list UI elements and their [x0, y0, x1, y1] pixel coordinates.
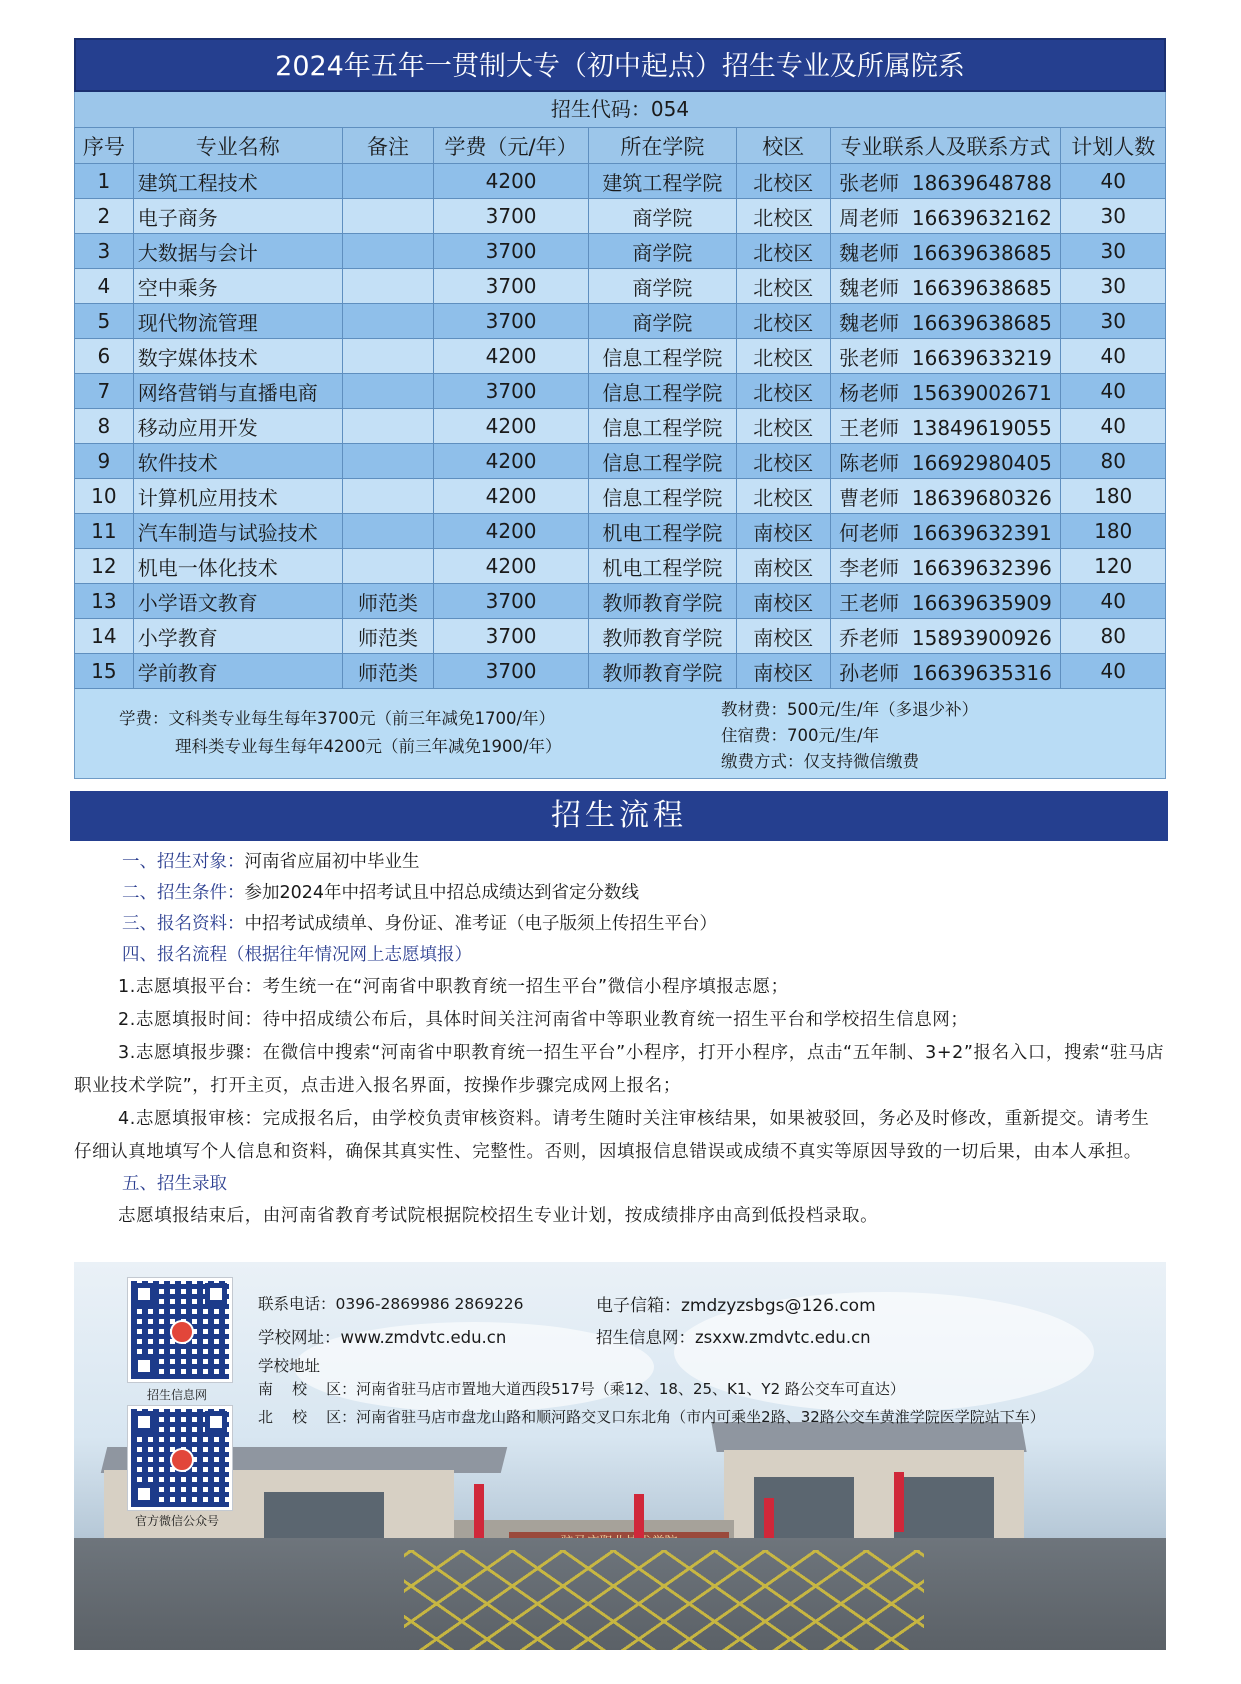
contact-phone: 联系电话：0396-2869986 2869226	[258, 1295, 524, 1313]
cell-note	[342, 339, 433, 374]
cell-major: 现代物流管理	[133, 304, 342, 339]
table-row	[75, 654, 1166, 689]
cell-no: 4	[75, 269, 134, 304]
cell-plan: 40	[1061, 409, 1166, 444]
address-title: 学校地址	[258, 1357, 321, 1375]
cell-campus: 南校区	[736, 619, 830, 654]
table-header-row	[75, 128, 1166, 164]
cell-college: 建筑工程学院	[588, 164, 736, 199]
cell-no: 11	[75, 514, 134, 549]
cell-fee: 3700	[434, 199, 589, 234]
cell-note: 师范类	[342, 619, 433, 654]
cell-college: 商学院	[588, 199, 736, 234]
cell-fee: 3700	[434, 304, 589, 339]
address-south: 南 校 区：河南省驻马店市置地大道西段517号（乘12、18、25、K1、Y2 路公交车可直达）	[258, 1380, 905, 1398]
cell-fee: 4200	[434, 409, 589, 444]
cell-fee: 4200	[434, 479, 589, 514]
cell-note	[342, 304, 433, 339]
cell-contact: 魏老师 16639638685	[830, 269, 1061, 304]
cell-note	[342, 164, 433, 199]
fee-info	[74, 689, 1166, 779]
cell-major: 机电一体化技术	[133, 549, 342, 584]
table-row	[75, 164, 1166, 199]
table-row	[75, 584, 1166, 619]
table-row	[75, 619, 1166, 654]
process-content	[74, 847, 1166, 1233]
table-body	[75, 164, 1166, 689]
cell-college: 信息工程学院	[588, 479, 736, 514]
cell-major: 学前教育	[133, 654, 342, 689]
cell-college: 机电工程学院	[588, 549, 736, 584]
fee-line-arts: 学费：文科类专业每生每年3700元（前三年减免1700/年）	[119, 709, 556, 728]
cell-no: 1	[75, 164, 134, 199]
cell-campus: 北校区	[736, 444, 830, 479]
cell-contact: 曹老师 18639680326	[830, 479, 1061, 514]
address-north: 北 校 区：河南省驻马店市盘龙山路和顺河路交叉口东北角（市内可乘坐2路、32路公交车黄淮学院医学院站下车）	[258, 1408, 1045, 1426]
process-heading-3: 三、报名资料：中招考试成绩单、身份证、准考证（电子版须上传招生平台）	[122, 914, 717, 934]
cell-contact: 陈老师 16692980405	[830, 444, 1061, 479]
school-logo-icon	[170, 1320, 194, 1344]
cell-plan: 30	[1061, 304, 1166, 339]
header-campus: 校区	[736, 128, 830, 164]
enrollment-website: 招生信息网：zsxxw.zmdvtc.edu.cn	[596, 1328, 871, 1347]
cell-fee: 4200	[434, 164, 589, 199]
cell-plan: 80	[1061, 444, 1166, 479]
process-heading-4: 四、报名流程（根据往年情况网上志愿填报）	[122, 945, 472, 965]
cell-plan: 40	[1061, 339, 1166, 374]
cell-major: 小学语文教育	[133, 584, 342, 619]
cell-plan: 180	[1061, 514, 1166, 549]
header-contact: 专业联系人及联系方式	[830, 128, 1061, 164]
cell-campus: 北校区	[736, 199, 830, 234]
cell-note	[342, 409, 433, 444]
cell-major: 电子商务	[133, 199, 342, 234]
cell-no: 15	[75, 654, 134, 689]
cell-note	[342, 549, 433, 584]
cell-no: 3	[75, 234, 134, 269]
cell-contact: 魏老师 16639638685	[830, 234, 1061, 269]
cell-campus: 北校区	[736, 269, 830, 304]
cell-no: 14	[75, 619, 134, 654]
textbook-fee: 教材费：500元/生/年（多退少补）	[721, 700, 979, 719]
cell-campus: 北校区	[736, 479, 830, 514]
process-admission: 志愿填报结束后，由河南省教育考试院根据院校招生专业计划，按成绩排序由高到低投档录取。	[118, 1206, 879, 1226]
yellow-grid-marking	[404, 1550, 924, 1650]
cell-no: 5	[75, 304, 134, 339]
table-row	[75, 444, 1166, 479]
cell-no: 2	[75, 199, 134, 234]
cell-note	[342, 374, 433, 409]
cell-college: 信息工程学院	[588, 339, 736, 374]
cell-campus: 北校区	[736, 374, 830, 409]
cell-plan: 180	[1061, 479, 1166, 514]
cell-note	[342, 514, 433, 549]
cell-college: 教师教育学院	[588, 654, 736, 689]
qr-caption-wechat: 官方微信公众号	[134, 1514, 219, 1528]
school-logo-icon	[170, 1448, 194, 1472]
cell-major: 汽车制造与试验技术	[133, 514, 342, 549]
cell-no: 13	[75, 584, 134, 619]
cell-fee: 3700	[434, 584, 589, 619]
table-row	[75, 514, 1166, 549]
cell-major: 网络营销与直播电商	[133, 374, 342, 409]
cell-contact: 乔老师 15893900926	[830, 619, 1061, 654]
cell-campus: 南校区	[736, 514, 830, 549]
qr-code-wechat	[128, 1406, 232, 1510]
header-fee: 学费（元/年）	[434, 128, 589, 164]
cell-note: 师范类	[342, 654, 433, 689]
cell-fee: 3700	[434, 619, 589, 654]
table-row	[75, 199, 1166, 234]
process-step-2: 2.志愿填报时间：待中招成绩公布后，具体时间关注河南省中等职业教育统一招生平台和学校招生信息网；	[118, 1010, 969, 1030]
cell-contact: 周老师 16639632162	[830, 199, 1061, 234]
cell-contact: 孙老师 16639635316	[830, 654, 1061, 689]
table-row	[75, 304, 1166, 339]
page	[74, 38, 1166, 1233]
payment-method: 缴费方式：仅支持微信缴费	[721, 752, 919, 771]
cell-fee: 4200	[434, 549, 589, 584]
page-title: 2024年五年一贯制大专（初中起点）招生专业及所属院系	[74, 38, 1166, 92]
cell-major: 空中乘务	[133, 269, 342, 304]
table-row	[75, 374, 1166, 409]
cell-note	[342, 234, 433, 269]
cell-plan: 120	[1061, 549, 1166, 584]
table-row	[75, 339, 1166, 374]
cell-campus: 北校区	[736, 409, 830, 444]
school-website: 学校网址：www.zmdvtc.edu.cn	[258, 1328, 507, 1347]
process-heading-5: 五、招生录取	[122, 1174, 227, 1194]
cell-note	[342, 444, 433, 479]
cell-campus: 北校区	[736, 164, 830, 199]
cell-college: 信息工程学院	[588, 444, 736, 479]
cell-college: 信息工程学院	[588, 374, 736, 409]
cell-no: 7	[75, 374, 134, 409]
cell-college: 商学院	[588, 234, 736, 269]
table-row	[75, 549, 1166, 584]
cell-major: 小学教育	[133, 619, 342, 654]
cell-note	[342, 479, 433, 514]
qr-caption-info-site: 招生信息网	[146, 1388, 207, 1402]
cell-note	[342, 199, 433, 234]
header-no: 序号	[75, 128, 134, 164]
cell-fee: 4200	[434, 514, 589, 549]
cell-contact: 杨老师 15639002671	[830, 374, 1061, 409]
cell-major: 计算机应用技术	[133, 479, 342, 514]
cell-contact: 王老师 16639635909	[830, 584, 1061, 619]
cell-fee: 4200	[434, 444, 589, 479]
cell-college: 教师教育学院	[588, 584, 736, 619]
cell-no: 8	[75, 409, 134, 444]
cell-no: 6	[75, 339, 134, 374]
cell-no: 10	[75, 479, 134, 514]
cell-fee: 3700	[434, 374, 589, 409]
cell-plan: 30	[1061, 269, 1166, 304]
cell-major: 建筑工程技术	[133, 164, 342, 199]
building-window	[894, 1477, 994, 1547]
enrollment-code: 招生代码：054	[74, 92, 1166, 127]
cell-no: 9	[75, 444, 134, 479]
cell-contact: 张老师 16639633219	[830, 339, 1061, 374]
cell-plan: 40	[1061, 374, 1166, 409]
cell-plan: 40	[1061, 654, 1166, 689]
cell-college: 商学院	[588, 269, 736, 304]
cell-campus: 南校区	[736, 584, 830, 619]
cell-major: 移动应用开发	[133, 409, 342, 444]
table-row	[75, 269, 1166, 304]
process-step-3: 3.志愿填报步骤：在微信中搜索“河南省中职教育统一招生平台”小程序，打开小程序，点击“五年制、3+2”报名入口，搜索“驻马店职业技术学院”，打开主页，点击进入报名界面，按操作步骤完成网上报名；	[74, 1043, 1165, 1096]
cell-fee: 3700	[434, 654, 589, 689]
cell-campus: 南校区	[736, 549, 830, 584]
header-major: 专业名称	[133, 128, 342, 164]
contact-email: 电子信箱：zmdzyzsbgs@126.com	[596, 1296, 876, 1316]
campus-photo-footer	[74, 1262, 1166, 1650]
process-title: 招生流程	[70, 791, 1168, 841]
cell-plan: 40	[1061, 584, 1166, 619]
table-row	[75, 479, 1166, 514]
cell-major: 大数据与会计	[133, 234, 342, 269]
cell-campus: 北校区	[736, 339, 830, 374]
fee-line-science: 理科类专业每生每年4200元（前三年减免1900/年）	[175, 737, 562, 756]
red-banner	[894, 1472, 904, 1532]
qr-code-info-site	[128, 1278, 232, 1382]
table-row	[75, 409, 1166, 444]
header-college: 所在学院	[588, 128, 736, 164]
cell-contact: 魏老师 16639638685	[830, 304, 1061, 339]
cell-plan: 30	[1061, 199, 1166, 234]
process-step-4: 4.志愿填报审核：完成报名后，由学校负责审核资料。请考生随时关注审核结果，如果被驳回，务必及时修改，重新提交。请考生仔细认真地填写个人信息和资料，确保其真实性、完整性。否则，因填报信息错误或成绩不真实等原因导致的一切后果，由本人承担。	[74, 1109, 1150, 1162]
cell-campus: 北校区	[736, 234, 830, 269]
cell-fee: 3700	[434, 269, 589, 304]
cell-note	[342, 269, 433, 304]
dorm-fee: 住宿费：700元/生/年	[721, 726, 880, 745]
cell-campus: 南校区	[736, 654, 830, 689]
cell-contact: 王老师 13849619055	[830, 409, 1061, 444]
cell-major: 数字媒体技术	[133, 339, 342, 374]
cell-contact: 何老师 16639632391	[830, 514, 1061, 549]
cell-college: 机电工程学院	[588, 514, 736, 549]
header-plan: 计划人数	[1061, 128, 1166, 164]
cell-contact: 李老师 16639632396	[830, 549, 1061, 584]
cell-no: 12	[75, 549, 134, 584]
process-step-1: 1.志愿填报平台：考生统一在“河南省中职教育统一招生平台”微信小程序填报志愿；	[118, 977, 789, 997]
cell-fee: 4200	[434, 339, 589, 374]
red-banner	[474, 1484, 484, 1544]
cell-college: 教师教育学院	[588, 619, 736, 654]
header-note: 备注	[342, 128, 433, 164]
cell-college: 信息工程学院	[588, 409, 736, 444]
cell-fee: 3700	[434, 234, 589, 269]
cell-campus: 北校区	[736, 304, 830, 339]
major-table	[74, 127, 1166, 689]
cell-contact: 张老师 18639648788	[830, 164, 1061, 199]
table-row	[75, 234, 1166, 269]
cell-note: 师范类	[342, 584, 433, 619]
cell-major: 软件技术	[133, 444, 342, 479]
cell-plan: 80	[1061, 619, 1166, 654]
cell-plan: 40	[1061, 164, 1166, 199]
process-heading-2: 二、招生条件：参加2024年中招考试且中招总成绩达到省定分数线	[122, 883, 640, 903]
cell-plan: 30	[1061, 234, 1166, 269]
process-heading-1: 一、招生对象：河南省应届初中毕业生	[122, 852, 420, 872]
cell-college: 商学院	[588, 304, 736, 339]
